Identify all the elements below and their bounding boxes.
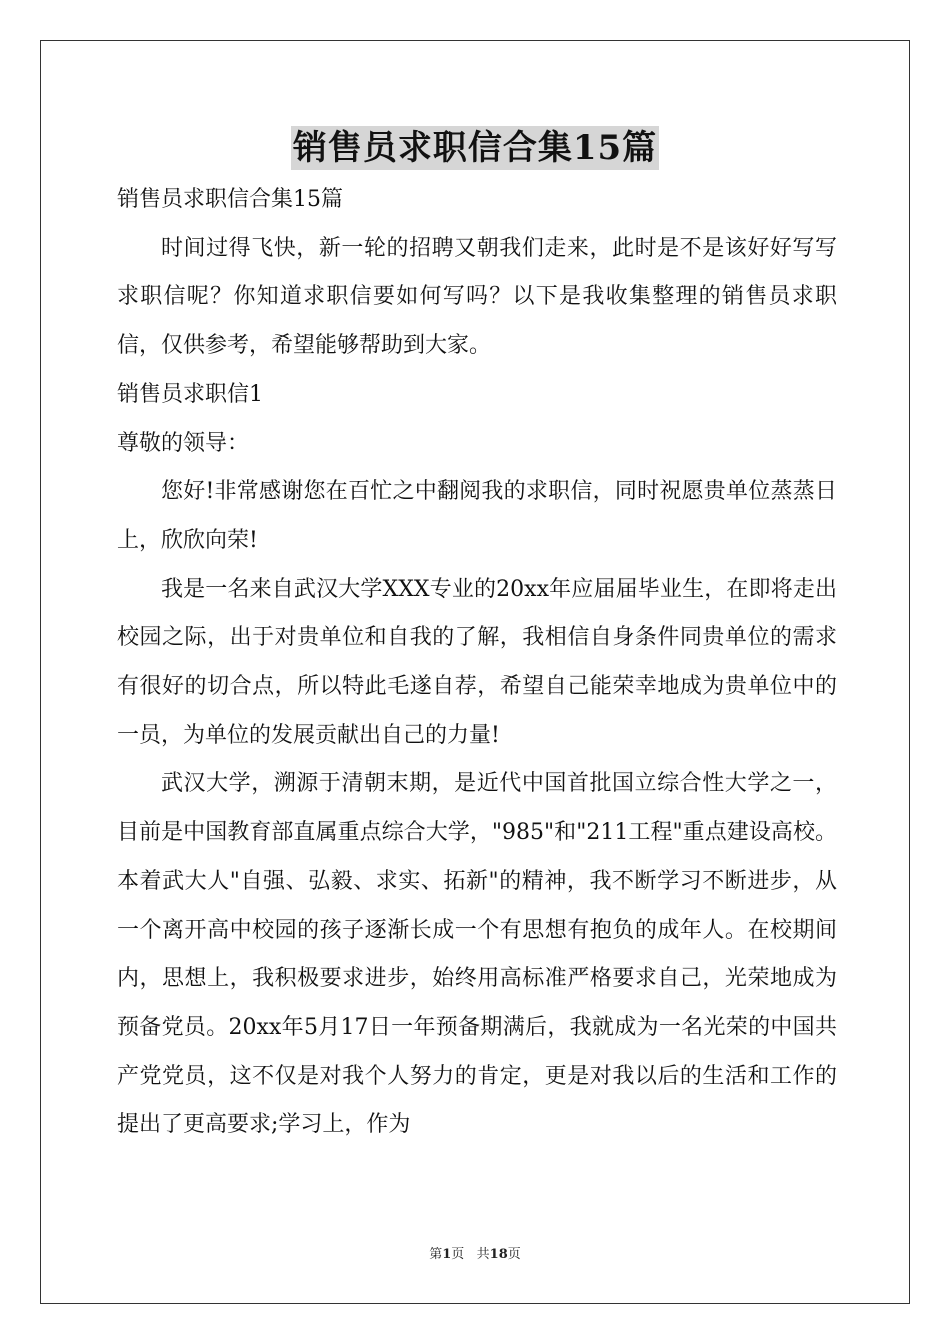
footer-suffix: 页 [507, 1247, 521, 1262]
page-footer [0, 1246, 950, 1264]
paragraph: 武汉大学，溯源于清朝末期，是近代中国首批国立综合性大学之一，目前是中国教育部直属重点综合大学，"985"和"211工程"重点建设高校。本着武大人"自强、弘毅、求实、拓新"的精神，我不断学习不断进步，从一个离开高中校园的孩子逐渐长成一个有思想有抱负的成年人。在校期间内，思想上，我积极要求进步，始终用高标准严格要求自己，光荣地成为预备党员。20xx年5月17日一年预备期满后，我就成为一名光荣的中国共产党党员，这不仅是对我个人努力的肯定，更是对我以后的生活和工作的提出了更高要求;学习上，作为 [117, 771, 837, 1138]
footer-mid: 页 共 [451, 1247, 490, 1262]
footer-page-number: 1 [442, 1247, 452, 1262]
paragraph: 我是一名来自武汉大学XXX专业的20xx年应届届毕业生，在即将走出校园之际，出于对贵单位和自我的了解，我相信自身条件同贵单位的需求有很好的切合点，所以特此毛遂自荐，希望自己能荣幸地成为贵单位中的一员，为单位的发展贡献出自己的力量! [117, 576, 837, 748]
document-body [117, 176, 837, 1150]
paragraph: 时间过得飞快，新一轮的招聘又朝我们走来，此时是不是该好好写写求职信呢？你知道求职信要如何写吗？以下是我收集整理的销售员求职信，仅供参考，希望能够帮助到大家。 [117, 235, 837, 359]
document-title: 销售员求职信合集15篇 [292, 128, 658, 168]
paragraph: 您好!非常感谢您在百忙之中翻阅我的求职信，同时祝愿贵单位蒸蒸日上，欣欣向荣! [117, 479, 837, 553]
paragraph: 尊敬的领导： [117, 430, 250, 456]
paragraph: 销售员求职信合集15篇 [117, 187, 343, 212]
title-container [0, 126, 950, 170]
paragraph: 销售员求职信1 [117, 381, 263, 407]
footer-prefix: 第 [429, 1247, 443, 1262]
footer-total-pages: 18 [489, 1247, 508, 1262]
